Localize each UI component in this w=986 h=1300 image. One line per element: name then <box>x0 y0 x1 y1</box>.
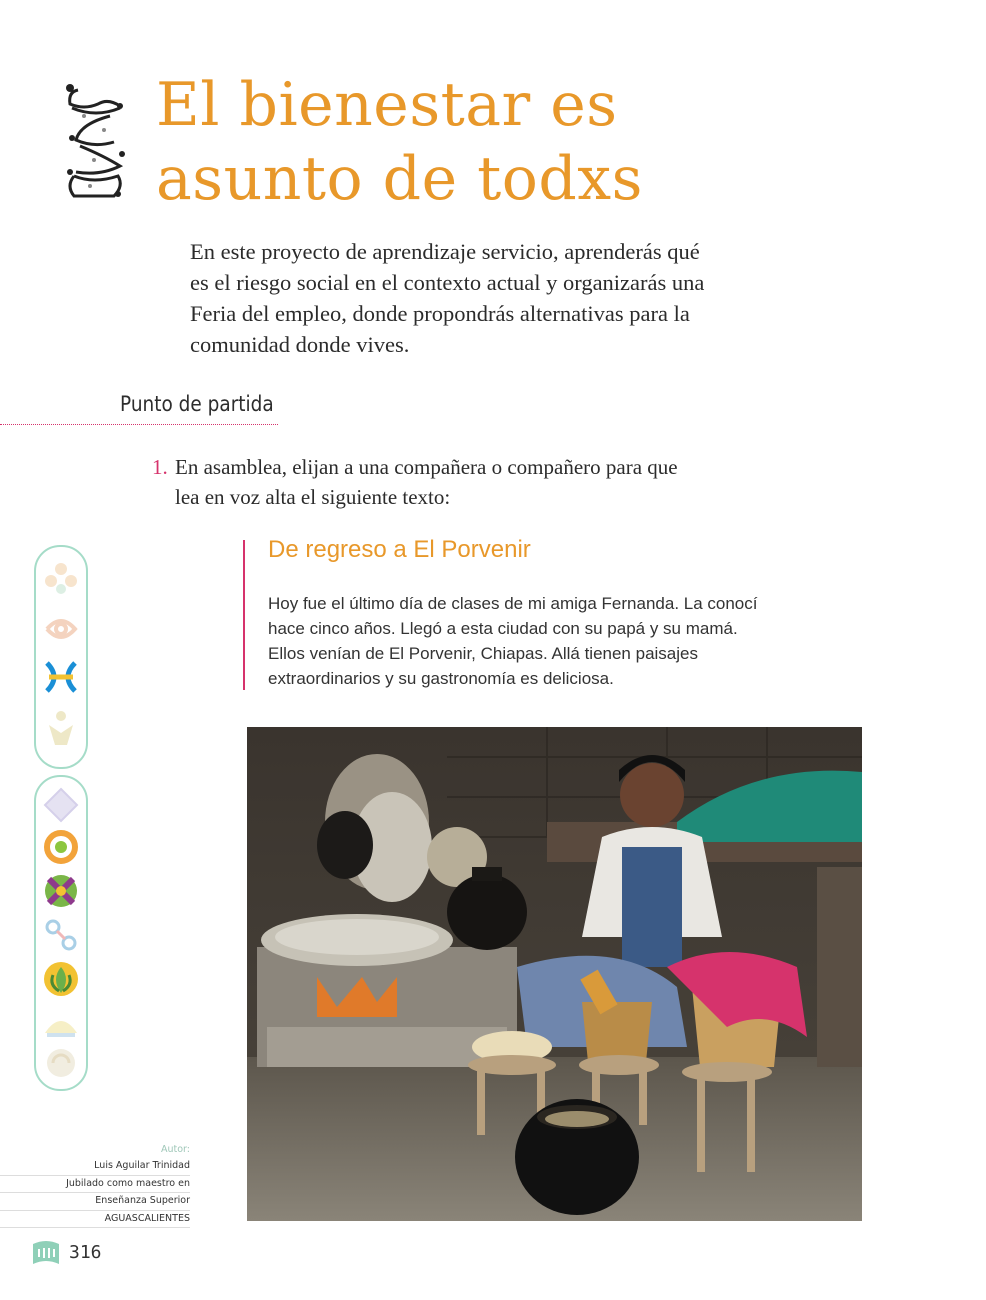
mound-emblem-icon <box>41 1003 81 1043</box>
kitchen-photo <box>247 727 862 1221</box>
diamond-emblem-icon <box>41 785 81 825</box>
author-state: AGUASCALIENTES <box>0 1211 190 1229</box>
leaf-emblem-icon <box>41 959 81 999</box>
page-number: 316 <box>69 1242 102 1263</box>
title-line-2: asunto de todxs <box>156 144 643 214</box>
author-label: Autor: <box>161 1144 190 1155</box>
intro-paragraph: En este proyecto de aprendizaje servicio, aprenderás qué es el riesgo social en el contexto actual y organizarás una Feria del empleo, donde propondrás alternativas para la comunidad donde vives. <box>190 239 705 357</box>
item-number: 1. <box>152 455 168 479</box>
glyph-serpent-icon <box>60 76 132 204</box>
chain-emblem-icon <box>41 915 81 955</box>
flower-emblem-icon <box>41 559 81 599</box>
emblem-panel-top <box>34 545 88 769</box>
book-logo-icon <box>31 1240 61 1266</box>
emblem-panel-bottom <box>34 775 88 1091</box>
author-name: Luis Aguilar Trinidad <box>0 1158 190 1176</box>
title-line-1: El bienestar es <box>156 70 618 140</box>
section-heading: Punto de partida <box>120 392 274 416</box>
reading-accent-bar <box>243 540 245 690</box>
section-divider <box>0 424 278 425</box>
reading-body: Hoy fue el último día de clases de mi amiga Fernanda. La conocí hace cinco años. Llegó a esta ciudad con su papá y su mamá. Ellos venían de El Porvenir, Chiapas. Allá tienen paisajes extraordinarios y su gastronomía es deliciosa. <box>268 594 758 688</box>
author-line-3: Enseñanza Superior <box>0 1193 190 1211</box>
author-line-2: Jubilado como maestro en <box>0 1176 190 1194</box>
spiral-emblem-icon <box>41 609 81 649</box>
circle-emblem-icon <box>41 827 81 867</box>
swirl-emblem-icon <box>41 1043 81 1083</box>
page-title <box>156 68 643 216</box>
reading-title: De regreso a El Porvenir <box>268 536 531 563</box>
author-credit <box>0 1142 190 1228</box>
item-text: En asamblea, elijan a una compañera o compañero para que lea en voz alta el siguiente texto: <box>175 455 678 509</box>
linked-figures-emblem-icon <box>41 657 81 697</box>
cross-emblem-icon <box>41 871 81 911</box>
person-emblem-icon <box>41 707 81 747</box>
